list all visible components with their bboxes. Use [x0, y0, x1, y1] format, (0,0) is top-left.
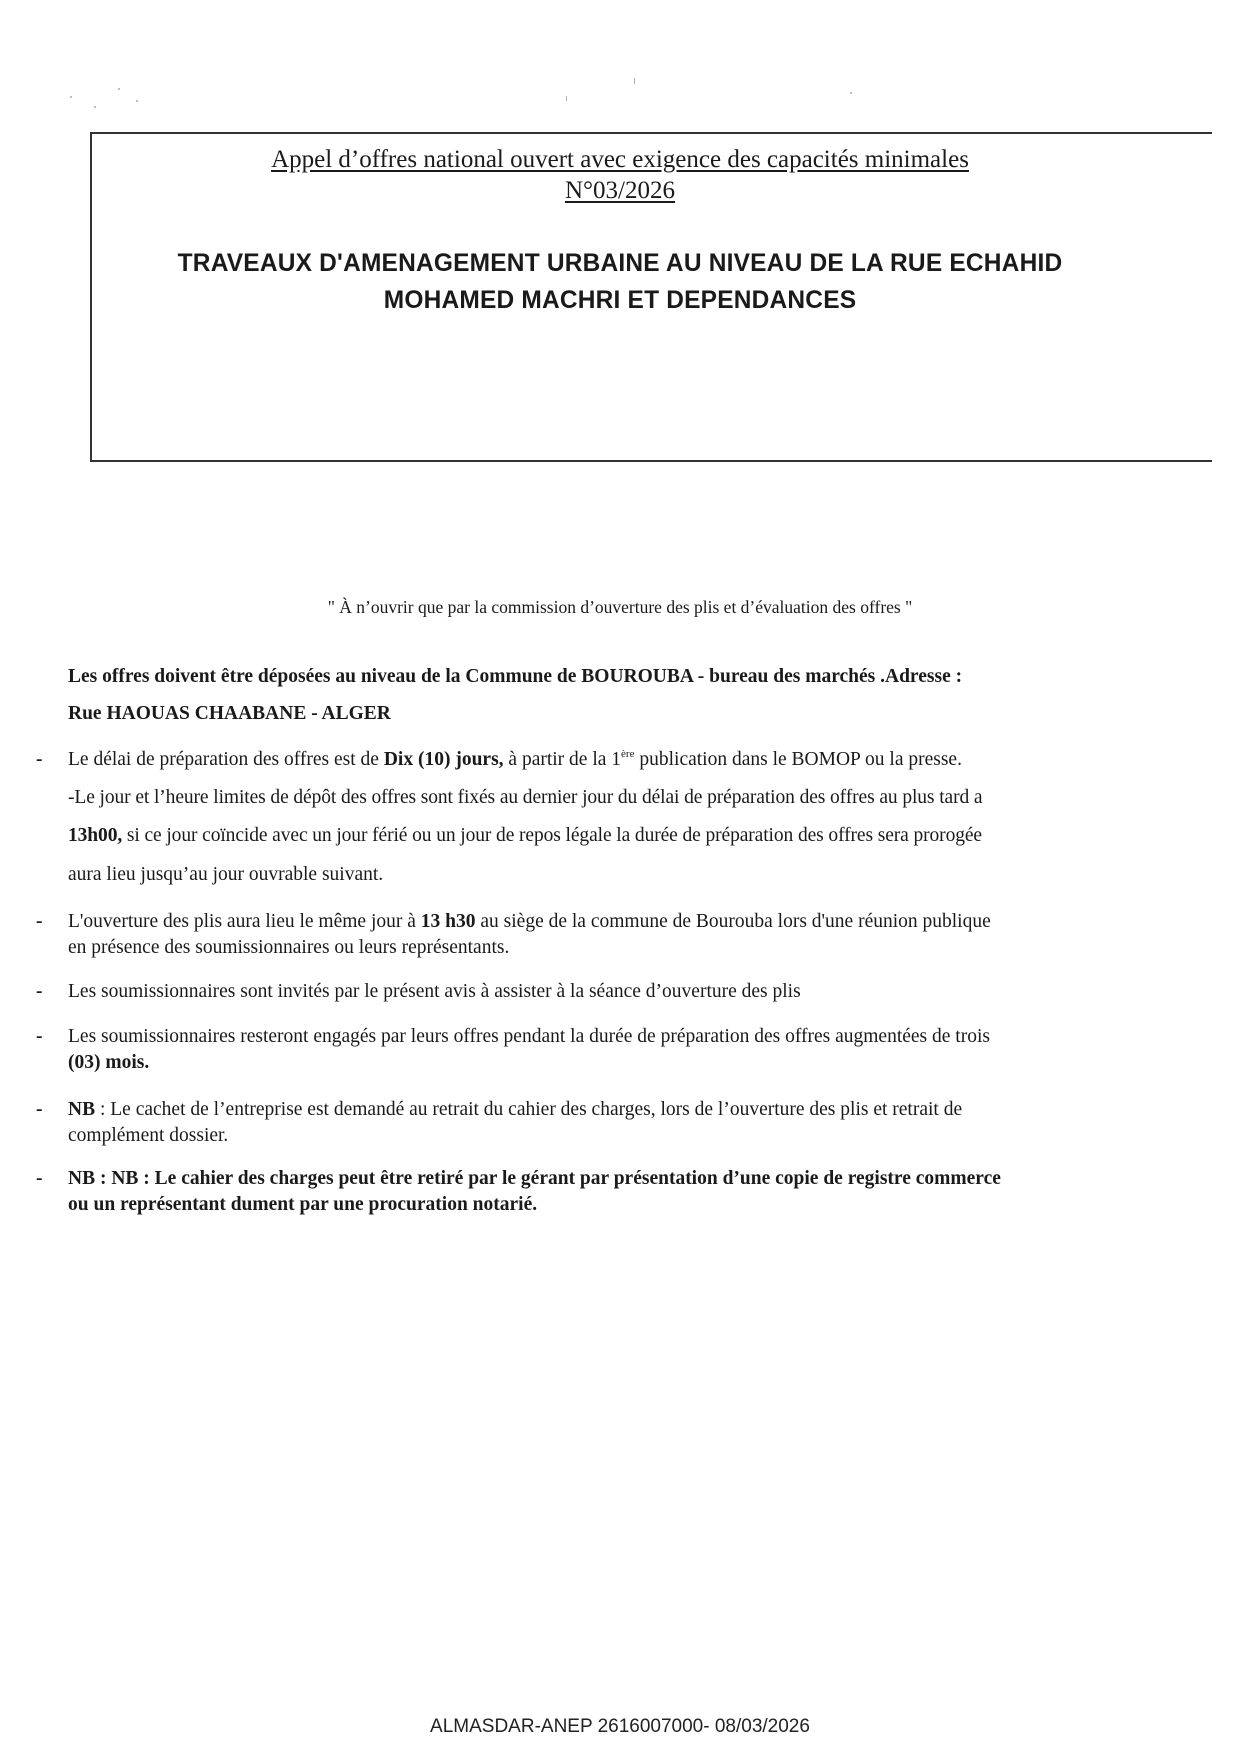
deadline-line2: [68, 825, 982, 847]
nb2-line1: NB : NB : Le cahier des charges peut être retiré par le gérant par présentation d’une copie de registre commerce: [68, 1168, 1001, 1189]
nb1-line2: complément dossier.: [68, 1125, 229, 1146]
nb1-label: NB: [68, 1099, 96, 1120]
bullet-dash: -: [36, 1099, 43, 1120]
deadline-line1: -Le jour et l’heure limites de dépôt des offres sont fixés au dernier jour du délai de préparation des offres au plus tard a: [68, 787, 983, 808]
tender-number-text: N°03/2026: [565, 177, 675, 204]
scan-speck: [634, 78, 635, 84]
bullet-dash: -: [36, 981, 43, 1002]
project-subject-line1: TRAVEAUX D'AMENAGEMENT URBAINE AU NIVEAU DE LA RUE ECHAHID: [177, 249, 1063, 277]
nb1-text: : Le cachet de l’entreprise est demandé au retrait du cahier des charges, lors de l’ouverture des plis et retrait de: [95, 1099, 963, 1120]
publication-reference: ALMASDAR-ANEP 2616007000- 08/03/2026: [430, 1716, 810, 1737]
scan-speck: [94, 106, 96, 108]
bullet-dash: -: [36, 749, 43, 770]
scan-speck: [70, 96, 72, 98]
delay-text-post: publication dans le BOMOP ou la presse.: [634, 749, 962, 770]
deadline-time: 13h00,: [68, 825, 123, 846]
delay-duration: Dix (10) jours,: [383, 749, 504, 770]
tender-title-text: Appel d’offres national ouvert avec exigence des capacités minimales: [271, 146, 969, 173]
tender-title: [0, 146, 1240, 174]
bullet-dash: -: [36, 911, 43, 932]
scan-speck: [118, 88, 120, 90]
delay-text-pre: Le délai de préparation des offres est de: [68, 749, 384, 770]
deposit-location-line2: Rue HAOUAS CHAABANE - ALGER: [68, 703, 391, 724]
project-subject-line2: MOHAMED MACHRI ET DEPENDANCES: [383, 286, 857, 314]
opening-text-post: au siège de la commune de Bourouba lors d'une réunion publique: [475, 911, 991, 932]
opening-line1: [68, 911, 991, 933]
opening-time: 13 h30: [420, 911, 476, 932]
scan-speck: [850, 92, 852, 94]
nb2-line2: ou un représentant dument par une procuration notarié.: [68, 1194, 538, 1215]
delay-text-mid: à partir de la 1: [503, 749, 622, 770]
deadline-line3: aura lieu jusqu’au jour ouvrable suivant.: [68, 864, 384, 885]
validity-line2: (03) mois.: [68, 1052, 150, 1073]
deposit-location-line1: Les offres doivent être déposées au niveau de la Commune de BOUROUBA - bureau des marchés .Adresse :: [68, 666, 963, 687]
scan-speck: [136, 100, 138, 102]
delay-superscript: ère: [621, 748, 635, 760]
delay-item: [68, 749, 962, 771]
nb1-line1: [68, 1099, 962, 1121]
bullet-dash: -: [36, 1168, 43, 1189]
deadline-text: si ce jour coïncide avec un jour férié ou un jour de repos légale la durée de préparation des offres sera prorogée: [122, 825, 982, 846]
opening-restriction-note: " À n’ouvrir que par la commission d’ouverture des plis et d’évaluation des offres ": [327, 597, 913, 617]
bullet-dash: -: [36, 1026, 43, 1047]
scan-speck: [566, 96, 567, 101]
opening-line2: en présence des soumissionnaires ou leurs représentants.: [68, 937, 510, 958]
tender-number: [0, 177, 1240, 205]
opening-text-pre: L'ouverture des plis aura lieu le même jour à: [68, 911, 421, 932]
validity-line1: Les soumissionnaires resteront engagés par leurs offres pendant la durée de préparation des offres augmentées de trois: [68, 1026, 990, 1047]
invite-item: Les soumissionnaires sont invités par le présent avis à assister à la séance d’ouverture des plis: [68, 981, 801, 1002]
